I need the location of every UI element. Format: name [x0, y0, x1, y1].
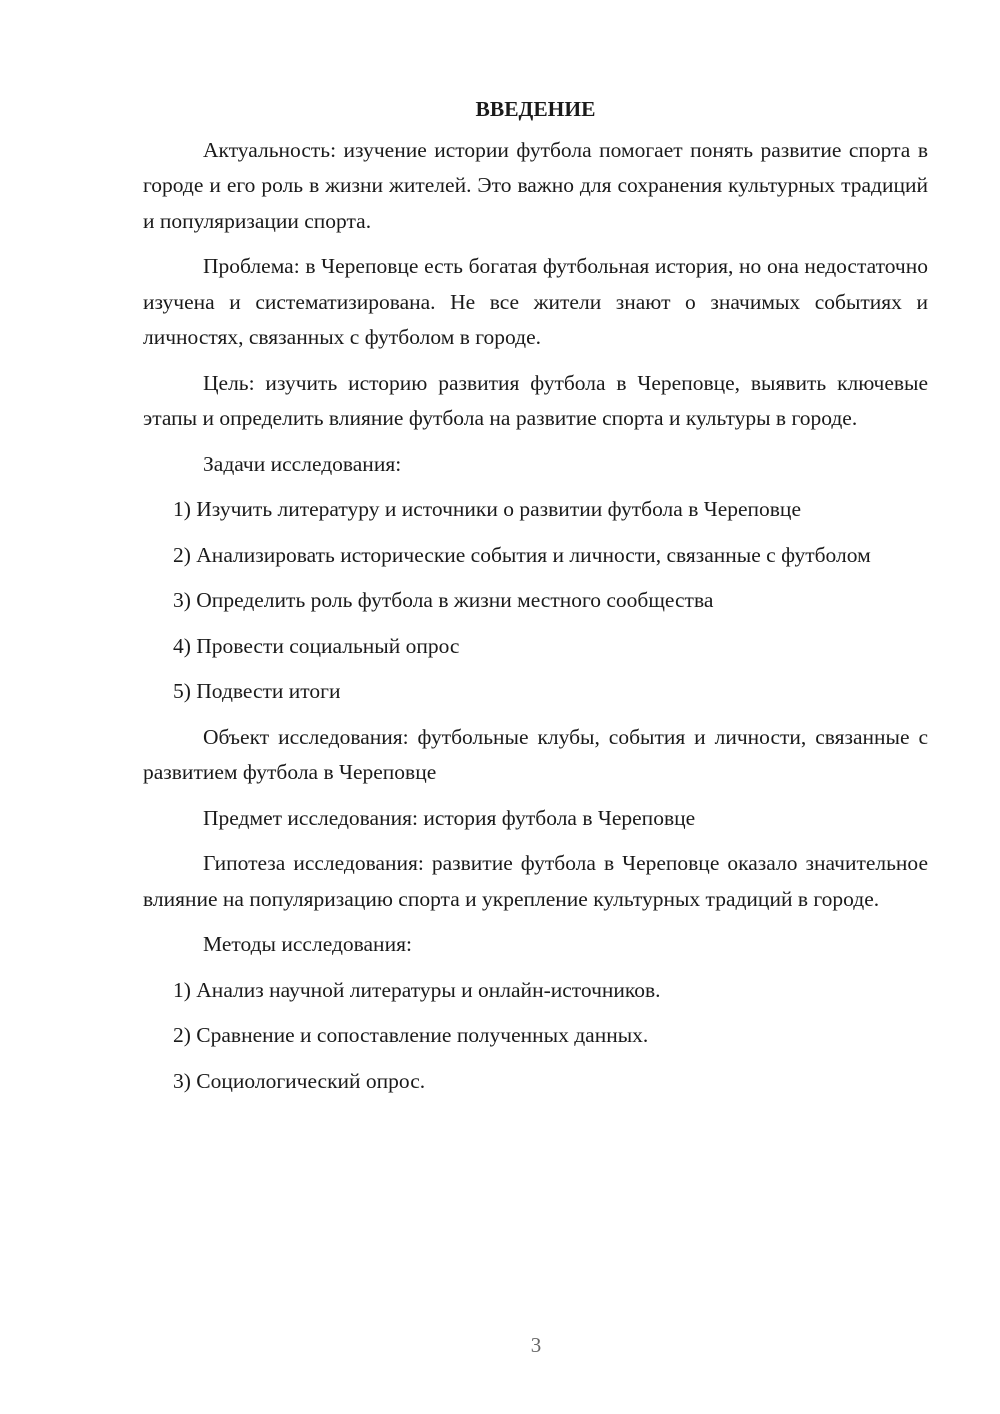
- list-item-task-4: 4) Провести социальный опрос: [173, 633, 460, 658]
- paragraph-relevance: Актуальность: изучение истории футбола помогает понять развитие спорта в городе и его роль в жизни жителей. Это важно для сохранения культурных традиций и популяризации спорта.: [143, 137, 928, 233]
- page-number: 3: [530, 1333, 542, 1357]
- paragraph-problem: Проблема: в Череповце есть богатая футбольная история, но она недостаточно изучена и систематизирована. Не все жители знают о значимых событиях и личностях, связанных с футболом в городе.: [143, 254, 928, 349]
- list-item-task-5: 5) Подвести итоги: [173, 679, 341, 703]
- list-item-method-2: 2) Сравнение и сопоставление полученных данных.: [173, 1023, 649, 1047]
- paragraph-subject: Предмет исследования: история футбола в Череповце: [203, 805, 696, 830]
- list-item-task-2: 2) Анализировать исторические события и личности, связанные с футболом: [173, 542, 871, 567]
- list-item-method-3: 3) Социологический опрос.: [173, 1068, 426, 1093]
- paragraph-methods-heading: Методы исследования:: [203, 932, 412, 956]
- list-item-task-3: 3) Определить роль футбола в жизни местного сообщества: [173, 588, 714, 612]
- paragraph-goal: Цель: изучить историю развития футбола в Череповце, выявить ключевые этапы и определить влияние футбола на развитие спорта и культуры в городе.: [143, 370, 928, 430]
- paragraph-tasks-heading: Задачи исследования:: [203, 451, 402, 476]
- list-item-method-1: 1) Анализ научной литературы и онлайн-источников.: [173, 977, 661, 1002]
- section-title: ВВЕДЕНИЕ: [475, 97, 596, 121]
- list-item-task-1: 1) Изучить литературу и источники о развитии футбола в Череповце: [173, 497, 801, 521]
- paragraph-object: Объект исследования: футбольные клубы, события и личности, связанные с развитием футбола в Череповце: [143, 724, 928, 784]
- document-body: [143, 92, 928, 1109]
- paragraph-hypothesis: Гипотеза исследования: развитие футбола в Череповце оказало значительное влияние на популяризацию спорта и укрепление культурных традиций в городе.: [143, 851, 928, 911]
